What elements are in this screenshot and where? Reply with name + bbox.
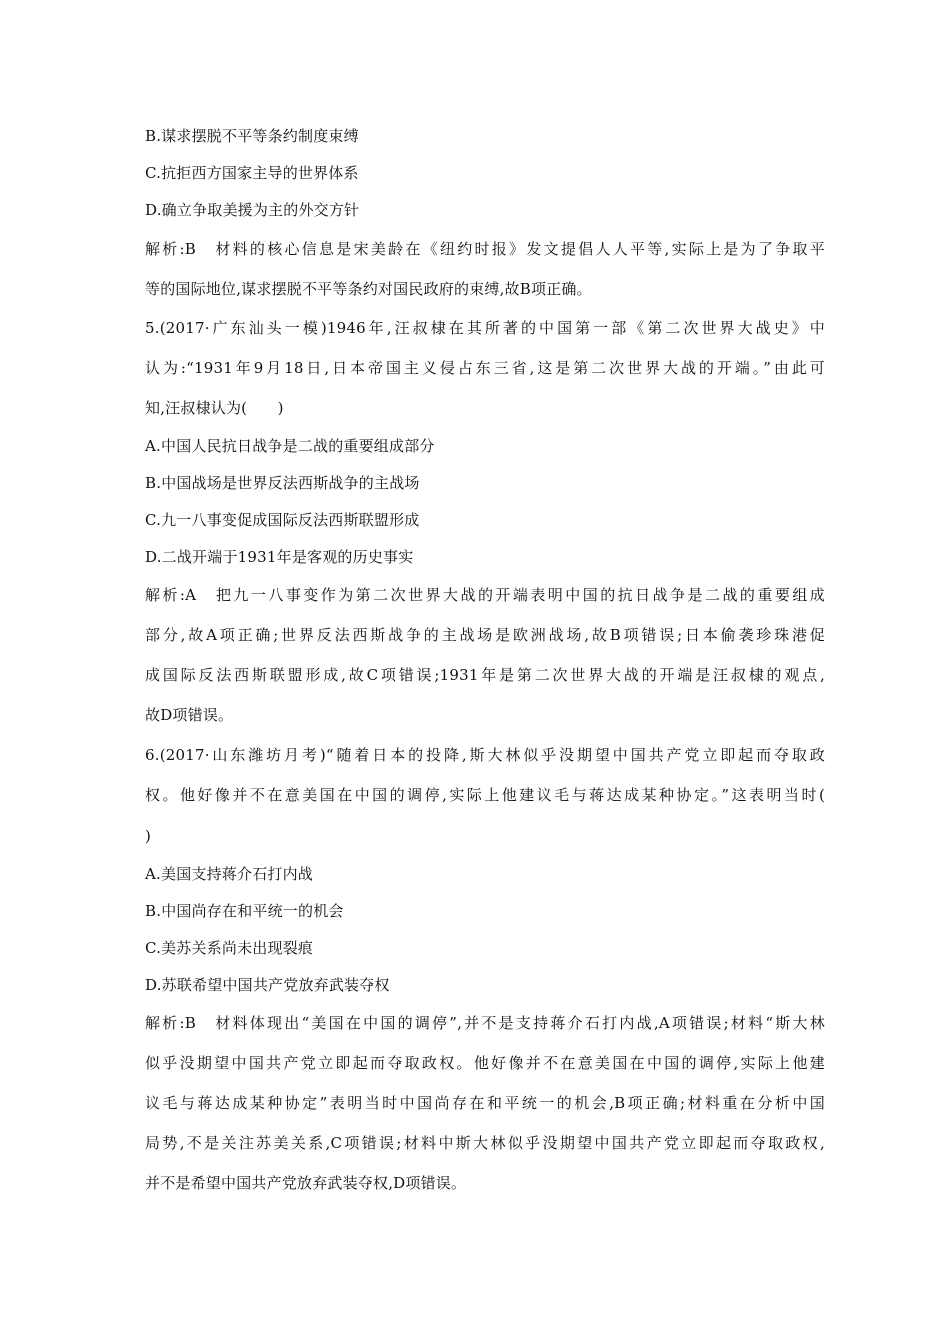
- q5-option-a: A.中国人民抗日战争是二战的重要组成部分: [145, 437, 435, 455]
- q6-analysis-2: 似乎没期望中国共产党立即起而夺取政权。他好像并不在意美国在中国的调停,实际上他建: [145, 1054, 825, 1072]
- q5-stem-3: 知,汪叔棣认为( ): [145, 399, 284, 417]
- q6-analysis-5: 并不是希望中国共产党放弃武装夺权,D项错误。: [145, 1174, 467, 1192]
- q4-analysis-1: 解析:B 材料的核心信息是宋美龄在《纽约时报》发文提倡人人平等,实际上是为了争取平: [145, 240, 825, 258]
- q5-analysis-1: 解析:A 把九一八事变作为第二次世界大战的开端表明中国的抗日战争是二战的重要组成: [145, 586, 825, 604]
- q5-stem-1: 5.(2017·广东汕头一模)1946年,汪叔棣在其所著的中国第一部《第二次世界大战史》中: [145, 319, 825, 337]
- q6-option-c: C.美苏关系尚未出现裂痕: [145, 939, 314, 957]
- q6-stem-2: 权。他好像并不在意美国在中国的调停,实际上他建议毛与蒋达成某种协定。”这表明当时(: [145, 786, 825, 804]
- q5-stem-2: 认为:“1931年9月18日,日本帝国主义侵占东三省,这是第二次世界大战的开端。”由此可: [145, 359, 825, 377]
- q6-stem-3: ): [145, 827, 152, 845]
- q6-analysis-1: 解析:B 材料体现出“美国在中国的调停”,并不是支持蒋介石打内战,A项错误;材料“斯大林: [145, 1014, 825, 1032]
- q5-option-b: B.中国战场是世界反法西斯战争的主战场: [145, 474, 420, 492]
- q4-analysis-2: 等的国际地位,谋求摆脱不平等条约对国民政府的束缚,故B项正确。: [145, 280, 592, 298]
- q6-option-b: B.中国尚存在和平统一的机会: [145, 902, 344, 920]
- q6-analysis-4: 局势,不是关注苏美关系,C项错误;材料中斯大林似乎没期望中国共产党立即起而夺取政权,: [145, 1134, 825, 1152]
- q5-analysis-4: 故D项错误。: [145, 706, 234, 724]
- q5-analysis-3: 成国际反法西斯联盟形成,故C项错误;1931年是第二次世界大战的开端是汪叔棣的观点,: [145, 666, 825, 684]
- q5-analysis-2: 部分,故A项正确;世界反法西斯战争的主战场是欧洲战场,故B项错误;日本偷袭珍珠港促: [145, 626, 825, 644]
- q6-option-d: D.苏联希望中国共产党放弃武装夺权: [145, 976, 390, 994]
- q4-option-b: B.谋求摆脱不平等条约制度束缚: [145, 127, 359, 145]
- q4-option-c: C.抗拒西方国家主导的世界体系: [145, 164, 359, 182]
- q5-option-d: D.二战开端于1931年是客观的历史事实: [145, 548, 414, 566]
- q4-option-d: D.确立争取美援为主的外交方针: [145, 201, 360, 219]
- q6-option-a: A.美国支持蒋介石打内战: [145, 865, 314, 883]
- q5-option-c: C.九一八事变促成国际反法西斯联盟形成: [145, 511, 420, 529]
- q6-stem-1: 6.(2017·山东潍坊月考)“随着日本的投降,斯大林似乎没期望中国共产党立即起而夺取政: [145, 746, 825, 764]
- q6-analysis-3: 议毛与蒋达成某种协定”表明当时中国尚存在和平统一的机会,B项正确;材料重在分析中国: [145, 1094, 825, 1112]
